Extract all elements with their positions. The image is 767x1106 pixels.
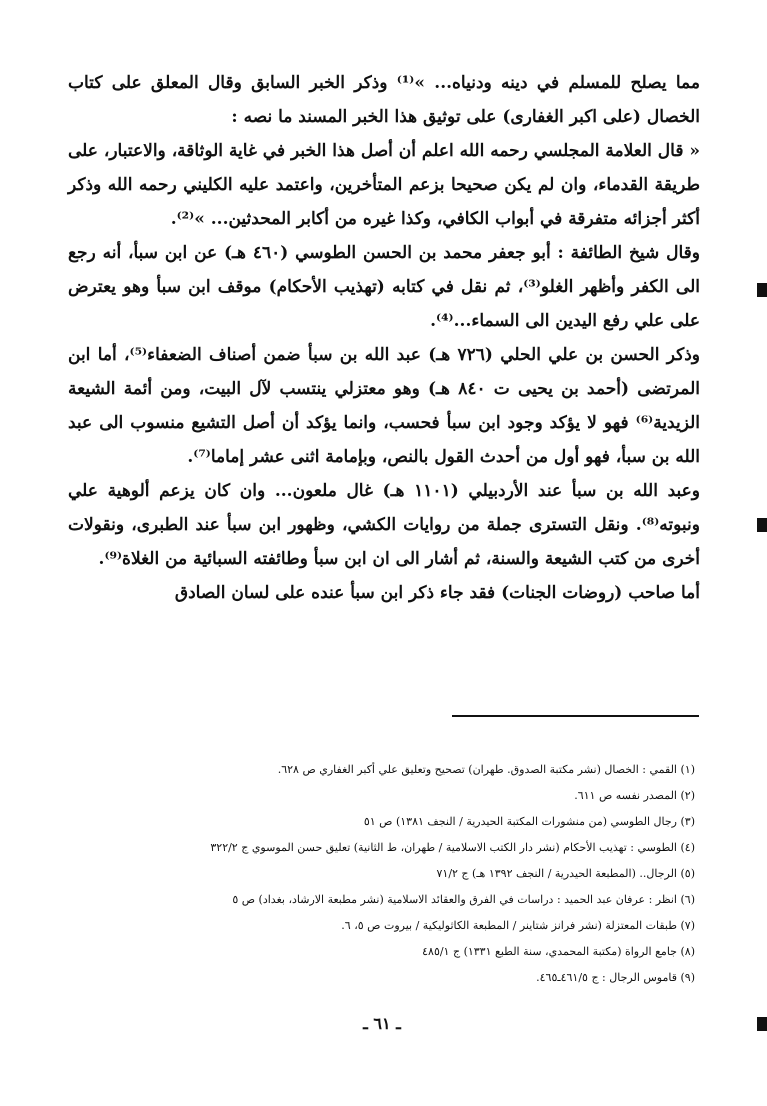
footnote-5: (٥) الرجال.. (المطبعة الحيدرية / النجف ١٣٩٢ هـ) ج ٧١/٢ xyxy=(436,867,695,880)
footnote-4: (٤) الطوسي : تهذيب الأحكام (نشر دار الكتب الاسلامية / طهران، ط الثانية) تعليق حسن الموسوي ج ٣٢٢/٢ xyxy=(210,841,695,854)
paragraph-5: وعبد الله بن سبأ عند الأردبيلي (١١٠١ هـ) غال ملعون... وان كان يزعم ألوهية علي ونبوته⁽⁸⁾. ونقل التسترى جملة من روايات الكشي، وظهور ابن سبأ عند الطبرى، ونقولات أخرى من كتب الشيعة والسنة، ثم أشار الى ان ابن سبأ وطائفته السبائية من الغلاة⁽⁹⁾. xyxy=(68,481,700,569)
page-number: ـ ٦١ ـ xyxy=(363,1014,401,1033)
footnote-7: (٧) طبقات المعتزلة (نشر فرانز شتاينر / المطبعة الكاثوليكية / بيروت ص ٥، ٦. xyxy=(341,919,695,932)
binding-mark xyxy=(757,283,767,297)
paragraph-1: مما يصلح للمسلم في دينه ودنياه... »⁽¹⁾ وذكر الخبر السابق وقال المعلق على كتاب الخصال (على اكبر الغفارى) على توثيق هذا الخبر المسند ما نصه : xyxy=(68,73,700,127)
paragraph-4: وذكر الحسن بن علي الحلي (٧٢٦ هـ) عبد الله بن سبأ ضمن أصناف الضعفاء⁽⁵⁾، أما ابن المرتضى (أحمد بن يحيى ت ٨٤٠ هـ) وهو معتزلي ينتسب لآل البيت، ومن أئمة الشيعة الزيدية⁽⁶⁾ فهو لا يؤكد وجود ابن سبأ فحسب، وانما يؤكد أن أصل التشيع منسوب الى عبد الله بن سبأ، فهو أول من أحدث القول بالنص، وبإمامة اثنى عشر إماما⁽⁷⁾. xyxy=(68,345,700,467)
main-text xyxy=(68,66,700,610)
paragraph-6: أما صاحب (روضات الجنات) فقد جاء ذكر ابن سبأ عنده على لسان الصادق xyxy=(174,583,700,603)
footnote-9: (٩) قاموس الرجال : ج ٤٦١/٥ـ٤٦٥. xyxy=(536,971,695,984)
footnote-1: (١) القمي : الخصال (نشر مكتبة الصدوق. طهران) تصحيح وتعليق علي أكبر الغفاري ص ٦٢٨. xyxy=(277,763,695,776)
binding-mark xyxy=(757,518,767,532)
footnote-3: (٣) رجال الطوسي (من منشورات المكتبة الحيدرية / النجف ١٣٨١) ص ٥١ xyxy=(363,815,695,828)
paragraph-2: « قال العلامة المجلسي رحمه الله اعلم أن أصل هذا الخبر في غاية الوثاقة، والاعتبار، على طريقة القدماء، وان لم يكن صحيحا بزعم المتأخرين، واعتمد عليه الكليني رحمه الله وذكر أكثر أجزائه متفرقة في أبواب الكافي، وكذا غيره من أكابر المحدثين... »⁽²⁾. xyxy=(68,141,700,229)
footnotes-list xyxy=(135,757,695,991)
footnote-6: (٦) انظر : عرفان عبد الحميد : دراسات في الفرق والعقائد الاسلامية (نشر مطبعة الارشاد، بغداد) ص ٥ xyxy=(232,893,695,906)
footnote-8: (٨) جامع الرواة (مكتبة المحمدي، سنة الطبع ١٣٣١) ج ٤٨٥/١ xyxy=(422,945,695,958)
binding-mark xyxy=(757,1017,767,1031)
footnote-2: (٢) المصدر نفسه ص ٦١١. xyxy=(574,789,695,802)
paragraph-3: وقال شيخ الطائفة : أبو جعفر محمد بن الحسن الطوسي (٤٦٠ هـ) عن ابن سبأ، أنه رجع الى الكفر وأظهر الغلو⁽³⁾، ثم نقل في كتابه (تهذيب الأحكام) موقف ابن سبأ وهو يعترض على علي رفع اليدين الى السماء...⁽⁴⁾. xyxy=(68,243,701,331)
footnote-separator xyxy=(452,715,699,717)
